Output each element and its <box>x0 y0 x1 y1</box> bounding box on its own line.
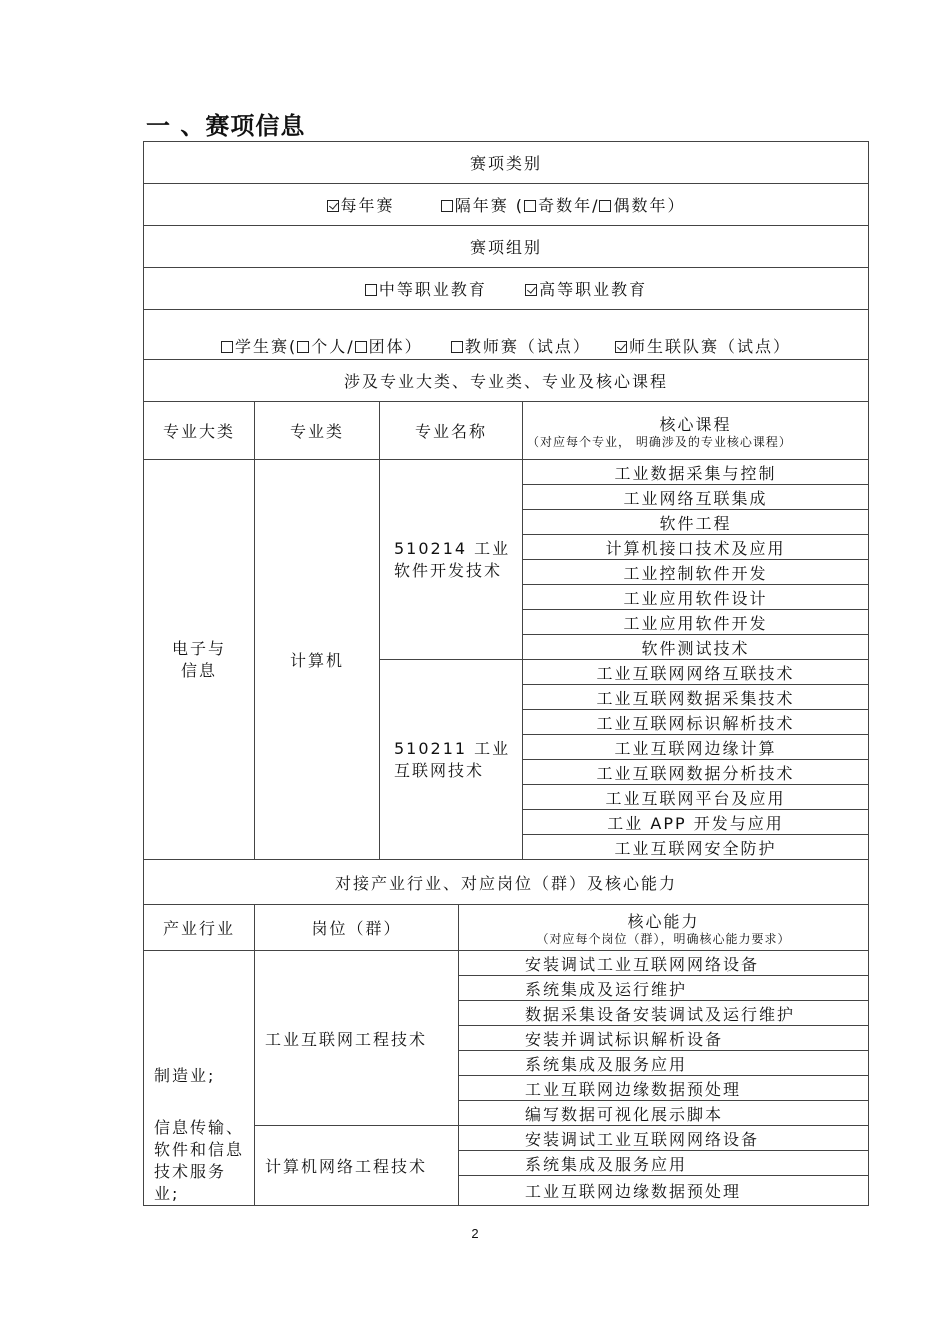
ability-cell: 系统集成及服务应用 <box>459 1151 869 1176</box>
course-cell: 工业控制软件开发 <box>523 560 869 585</box>
course-cell: 软件工程 <box>523 510 869 535</box>
teacher-student-label: 师生联队赛（试点） <box>629 337 792 356</box>
secondary-checkbox[interactable] <box>365 284 377 296</box>
course-cell: 工业互联网标识解析技术 <box>523 710 869 735</box>
teacher-checkbox[interactable] <box>451 341 463 353</box>
page-number: 2 <box>471 1226 479 1241</box>
team-label: 团体） <box>368 337 423 356</box>
team-checkbox[interactable] <box>355 341 367 353</box>
course-cell: 工业互联网平台及应用 <box>523 785 869 810</box>
major-category-cell: 电子与信息 <box>144 460 255 860</box>
higher-checkbox[interactable] <box>525 284 537 296</box>
teacher-student-checkbox[interactable] <box>615 341 627 353</box>
group-options <box>144 268 869 310</box>
header-core-ability <box>459 905 869 951</box>
industry-cell <box>144 951 255 1206</box>
major-name-cell: 510214 工业软件开发技术 <box>380 460 523 660</box>
core-courses-label: 核心课程 <box>659 415 732 434</box>
student-label: 学生赛( <box>234 337 298 356</box>
position-cell: 计算机网络工程技术 <box>255 1126 459 1206</box>
competition-info-table <box>143 141 869 402</box>
industry-manufacturing: 制造业; <box>154 1066 216 1085</box>
header-industry: 产业行业 <box>144 905 255 951</box>
position-cell: 工业互联网工程技术 <box>255 951 459 1126</box>
alternate-label: 隔年赛 ( <box>454 196 525 215</box>
industry-section-title: 对接产业行业、对应岗位（群）及核心能力 <box>144 860 869 905</box>
course-cell: 工业互联网数据分析技术 <box>523 760 869 785</box>
course-cell: 工业网络互联集成 <box>523 485 869 510</box>
course-cell: 工业应用软件开发 <box>523 610 869 635</box>
core-ability-note: （对应每个岗位（群），明确核心能力要求） <box>536 932 791 946</box>
higher-label: 高等职业教育 <box>539 280 648 299</box>
header-major-class: 专业类 <box>255 402 380 460</box>
annual-label: 每年赛 <box>340 196 395 215</box>
header-major-name: 专业名称 <box>380 402 523 460</box>
ability-cell: 工业互联网边缘数据预处理 <box>459 1176 869 1206</box>
category-title: 赛项类别 <box>144 142 869 184</box>
individual-label: 个人/ <box>311 337 355 356</box>
ability-cell: 编写数据可视化展示脚本 <box>459 1101 869 1126</box>
header-core-courses <box>523 402 869 460</box>
header-position: 岗位（群） <box>255 905 459 951</box>
annual-checkbox[interactable] <box>327 200 339 212</box>
major-class-cell: 计算机 <box>255 460 380 860</box>
course-cell: 工业互联网网络互联技术 <box>523 660 869 685</box>
alternate-checkbox[interactable] <box>441 200 453 212</box>
student-checkbox[interactable] <box>221 341 233 353</box>
ability-cell: 数据采集设备安装调试及运行维护 <box>459 1001 869 1026</box>
even-year-label: 偶数年） <box>613 196 686 215</box>
individual-checkbox[interactable] <box>297 341 309 353</box>
teacher-label: 教师赛（试点） <box>464 337 591 356</box>
ability-cell: 系统集成及服务应用 <box>459 1051 869 1076</box>
course-cell: 工业 APP 开发与应用 <box>523 810 869 835</box>
category-options <box>144 184 869 226</box>
industry-title-table <box>143 859 869 905</box>
core-ability-label: 核心能力 <box>627 912 700 931</box>
majors-table <box>143 401 869 860</box>
group-title: 赛项组别 <box>144 226 869 268</box>
course-cell: 计算机接口技术及应用 <box>523 535 869 560</box>
course-cell: 工业互联网安全防护 <box>523 835 869 860</box>
majors-section-title: 涉及专业大类、专业类、专业及核心课程 <box>144 360 869 402</box>
ability-cell: 安装并调试标识解析设备 <box>459 1026 869 1051</box>
course-cell: 工业数据采集与控制 <box>523 460 869 485</box>
course-cell: 工业应用软件设计 <box>523 585 869 610</box>
even-year-checkbox[interactable] <box>599 200 611 212</box>
core-courses-note: （对应每个专业， 明确涉及的专业核心课程） <box>527 435 792 449</box>
ability-cell: 安装调试工业互联网网络设备 <box>459 1126 869 1151</box>
ability-cell: 系统集成及运行维护 <box>459 976 869 1001</box>
industry-it-services: 信息传输、软件和信息技术服务业; <box>154 1118 245 1203</box>
course-cell: 工业互联网数据采集技术 <box>523 685 869 710</box>
course-cell: 软件测试技术 <box>523 635 869 660</box>
header-major-category: 专业大类 <box>144 402 255 460</box>
industry-table <box>143 904 869 1206</box>
section-heading: 一 、赛项信息 <box>146 112 306 140</box>
major-name-cell: 510211 工业互联网技术 <box>380 660 523 860</box>
ability-cell: 工业互联网边缘数据预处理 <box>459 1076 869 1101</box>
odd-year-label: 奇数年/ <box>538 196 600 215</box>
odd-year-checkbox[interactable] <box>524 200 536 212</box>
competition-type-options <box>144 310 869 360</box>
course-cell: 工业互联网边缘计算 <box>523 735 869 760</box>
secondary-label: 中等职业教育 <box>378 280 487 299</box>
ability-cell: 安装调试工业互联网网络设备 <box>459 951 869 976</box>
